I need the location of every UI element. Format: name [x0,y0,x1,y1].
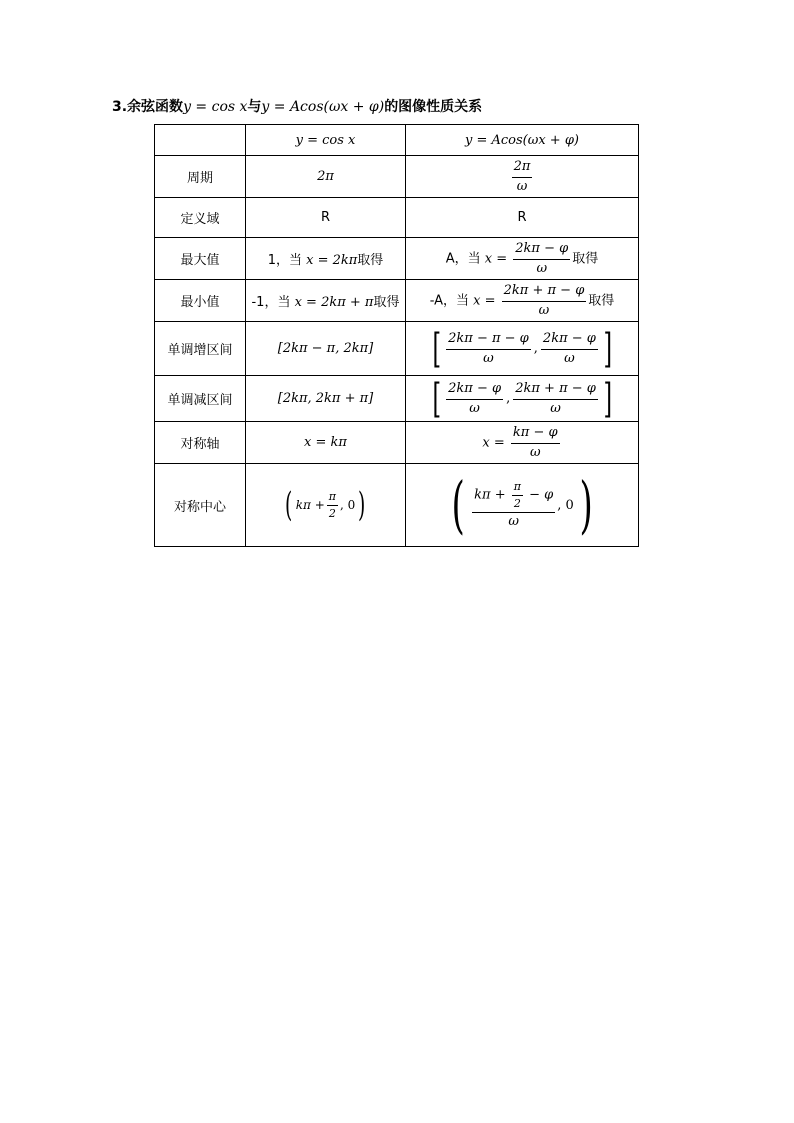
center-cos [246,464,406,547]
max-general [406,238,639,280]
max-cos-prefix: 1，当 [267,253,302,268]
increasing-left-numerator: 2kπ − π − φ [448,330,529,346]
decreasing-general [406,376,639,422]
min-general [406,280,639,322]
table-row-min [155,280,639,322]
row-label-axis: 对称轴 [155,422,246,464]
left-bracket-glyph: [ [432,325,441,372]
table-row-symmetry-center [155,464,639,547]
header-empty-cell [155,125,246,156]
center-cos-point [282,487,368,523]
increasing-cos: [2kπ − π, 2kπ] [246,322,406,376]
left-paren-glyph: ( [285,485,293,525]
center-general-inner-denominator: 2 [512,495,523,510]
right-paren-glyph: ) [358,485,366,525]
decreasing-general-interval [429,375,616,422]
period-fraction [512,159,533,195]
row-label-domain: 定义域 [155,198,246,238]
increasing-general [406,322,639,376]
title-formula-cos: y = cos x [183,99,248,115]
center-general-inner-numerator: π [513,480,521,493]
period-cos: 2π [246,156,406,198]
left-bracket-glyph: [ [432,375,441,422]
center-cos-denominator: 2 [327,505,338,520]
decreasing-left-numerator: 2kπ − φ [448,380,502,396]
max-cos [246,238,406,280]
row-label-decreasing: 单调减区间 [155,376,246,422]
center-cos-term: kπ + [295,498,325,512]
increasing-right-denominator: ω [541,349,598,367]
table-row-increasing-interval [155,322,639,376]
domain-general: R [406,198,639,238]
min-general-denominator: ω [502,301,587,319]
period-denominator: ω [512,177,533,195]
min-general-prefix: -A，当 [429,293,469,308]
max-general-prefix: A，当 [445,251,481,266]
row-label-center: 对称中心 [155,464,246,547]
center-cos-fraction [327,490,338,520]
increasing-right-numerator: 2kπ − φ [542,330,596,346]
min-cos-suffix: 取得 [373,295,400,310]
axis-general-numerator: kπ − φ [512,424,558,440]
title-suffix: 的图像性质关系 [384,99,483,115]
max-cos-formula: x = 2kπ [306,253,358,268]
increasing-left-denominator: ω [446,349,531,367]
max-general-fraction [513,241,570,277]
increasing-fraction-right [541,331,598,367]
max-general-numerator: 2kπ − φ [515,240,569,256]
decreasing-fraction-left [446,381,503,417]
min-cos-prefix: -1，当 [251,295,291,310]
center-cos-zero: , 0 [340,498,356,512]
row-label-min: 最小值 [155,280,246,322]
row-label-max: 最大值 [155,238,246,280]
decreasing-right-numerator: 2kπ + π − φ [515,380,596,396]
min-cos-formula: x = 2kπ + π [294,295,374,310]
properties-table [154,124,639,547]
center-general-zero: , 0 [557,497,574,513]
section-title [112,96,482,118]
axis-general [406,422,639,464]
max-general-denominator: ω [513,259,570,277]
left-paren-glyph: ( [451,468,465,541]
header-cos: y = cos x [246,125,406,156]
center-general-fraction [472,480,555,530]
header-general: y = Acos(ωx + φ) [406,125,639,156]
center-general-point [446,468,598,541]
axis-general-denominator: ω [511,443,560,461]
period-general [406,156,639,198]
decreasing-fraction-right [513,381,598,417]
comma-glyph: , [506,391,511,406]
min-general-suffix: 取得 [588,293,615,308]
domain-cos: R [246,198,406,238]
max-general-suffix: 取得 [572,251,599,266]
table-header-row [155,125,639,156]
right-paren-glyph: ) [579,468,593,541]
period-numerator: 2π [513,158,531,174]
decreasing-cos: [2kπ, 2kπ + π] [246,376,406,422]
title-formula-general: y = Acos(ωx + φ) [261,99,385,115]
center-general-numerator [472,480,555,512]
axis-general-x: x = [482,435,505,450]
center-general-inner-fraction [512,480,523,510]
center-general [406,464,639,547]
axis-cos: x = kπ [246,422,406,464]
min-cos [246,280,406,322]
title-connector: 与 [247,99,262,115]
axis-general-fraction [511,425,560,461]
table-row-symmetry-axis [155,422,639,464]
max-general-x: x = [484,251,508,266]
row-label-increasing: 单调增区间 [155,322,246,376]
table-row-max [155,238,639,280]
center-general-denominator: ω [472,512,555,530]
table-row-domain [155,198,639,238]
row-label-period: 周期 [155,156,246,198]
table-row-decreasing-interval [155,376,639,422]
center-general-phi: − φ [529,487,554,503]
right-bracket-glyph: ] [603,325,612,372]
min-general-x: x = [473,293,496,308]
center-general-term: kπ + [474,487,506,503]
right-bracket-glyph: ] [603,375,612,422]
decreasing-left-denominator: ω [446,399,503,417]
increasing-fraction-left [446,331,531,367]
min-general-fraction [502,283,587,319]
comma-glyph: , [533,341,538,356]
decreasing-right-denominator: ω [513,399,598,417]
table-row-period [155,156,639,198]
center-cos-numerator: π [328,490,336,503]
increasing-general-interval [429,325,616,372]
min-general-numerator: 2kπ + π − φ [503,282,585,298]
max-cos-suffix: 取得 [357,253,384,268]
title-prefix: 3.余弦函数 [112,99,184,115]
